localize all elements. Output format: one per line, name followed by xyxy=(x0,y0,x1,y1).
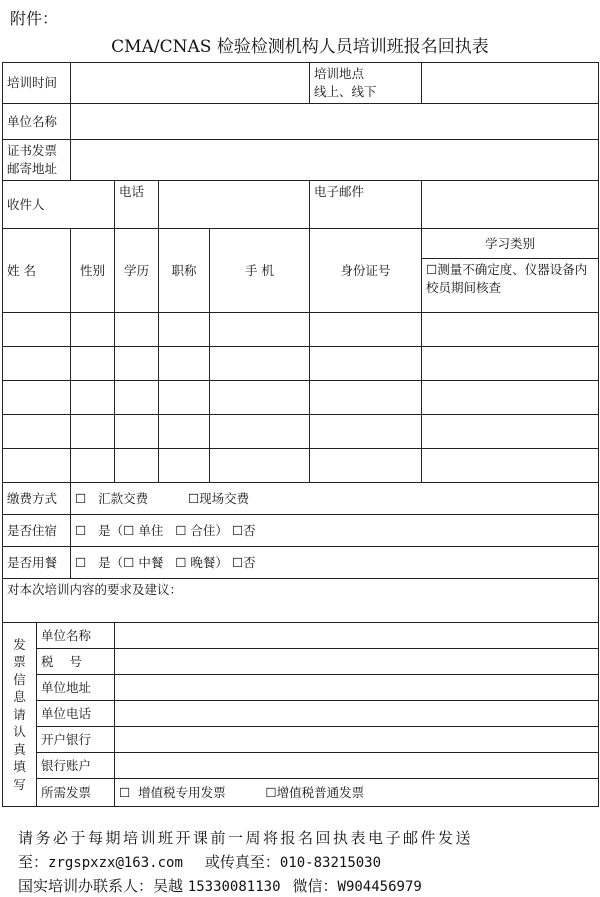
page-title: CMA/CNAS 检验检测机构人员培训班报名回执表 xyxy=(111,37,489,57)
participant-row xyxy=(3,313,599,347)
invoice-bank-field[interactable] xyxy=(115,727,599,753)
invoice-info-vertical-label xyxy=(3,623,37,807)
training-time-field[interactable] xyxy=(71,63,310,104)
footer-fax: 010-83215030 xyxy=(279,855,382,871)
footer-instruction: 请务必于每期培训班开课前一周将报名回执表电子邮件发送 xyxy=(18,829,474,847)
phone-field[interactable] xyxy=(159,181,310,229)
registration-form-table xyxy=(2,62,599,807)
invoice-unit-name-field[interactable] xyxy=(115,623,599,649)
invoice-vertical-char: 发 xyxy=(13,636,26,652)
col-id-header: 身份证号 xyxy=(310,229,422,313)
training-location-value: 线上、线下 xyxy=(314,84,377,99)
footer-to-label: 至： xyxy=(18,853,49,871)
footer-contact-phone: 15330081130 xyxy=(187,879,281,895)
suggestions-field[interactable]: 对本次培训内容的要求及建议： xyxy=(3,579,599,623)
cert-address-label xyxy=(3,140,71,181)
col-gender-header: 性别 xyxy=(71,229,115,313)
cert-address-field[interactable] xyxy=(71,140,599,181)
col-mobile-header: 手 机 xyxy=(210,229,310,313)
invoice-vertical-char: 信 xyxy=(13,671,26,687)
email-label: 电子邮件 xyxy=(310,181,422,229)
footer-fax-label: 或传真至： xyxy=(204,853,280,871)
participant-row xyxy=(3,347,599,381)
cert-address-label-line2: 邮寄地址 xyxy=(7,161,58,176)
invoice-vertical-char: 填 xyxy=(13,759,26,775)
invoice-type-options[interactable]: ☐ 增值税专用发票 ☐增值税普通发票 xyxy=(115,779,599,807)
unit-name-field[interactable] xyxy=(71,104,599,140)
participant-row xyxy=(3,449,599,483)
col-title-header: 职称 xyxy=(159,229,210,313)
invoice-vertical-char: 息 xyxy=(13,689,26,705)
training-location-field[interactable] xyxy=(422,63,599,104)
meals-label: 是否用餐 xyxy=(3,547,71,579)
footer-contact-line xyxy=(18,851,381,872)
participant-row xyxy=(3,415,599,449)
lodging-label: 是否住宿 xyxy=(3,515,71,547)
invoice-vertical-char: 票 xyxy=(13,654,26,670)
cert-address-label-line1: 证书发票 xyxy=(7,143,58,158)
invoice-phone-field[interactable] xyxy=(115,701,599,727)
invoice-type-label: 所需发票 xyxy=(37,779,115,807)
invoice-account-field[interactable] xyxy=(115,753,599,779)
col-name-header: 姓 名 xyxy=(3,229,71,313)
invoice-address-label: 单位地址 xyxy=(37,675,115,701)
invoice-vertical-char: 请 xyxy=(13,706,26,722)
study-option-checkbox[interactable]: ☐测量不确定度、仪器设备内校员期间核查 xyxy=(422,259,599,313)
training-time-label: 培训时间 xyxy=(3,63,71,104)
footer-contact-person xyxy=(18,875,422,896)
invoice-tax-id-field[interactable] xyxy=(115,649,599,675)
payment-method-label: 缴费方式 xyxy=(3,483,71,515)
col-education-header: 学历 xyxy=(115,229,159,313)
col-study-category-header: 学习类别 xyxy=(422,229,599,259)
invoice-account-label: 银行账户 xyxy=(37,753,115,779)
invoice-unit-name-label: 单位名称 xyxy=(37,623,115,649)
lodging-options[interactable]: ☐ 是（☐ 单住 ☐ 合住） ☐否 xyxy=(71,515,599,547)
invoice-vertical-char: 写 xyxy=(13,776,26,792)
training-location-cell xyxy=(310,63,422,104)
meals-options[interactable]: ☐ 是（☐ 中餐 ☐ 晚餐） ☐否 xyxy=(71,547,599,579)
participant-row xyxy=(3,381,599,415)
unit-name-label: 单位名称 xyxy=(3,104,71,140)
attachment-label: 附件： xyxy=(10,9,59,28)
invoice-vertical-char: 真 xyxy=(13,741,26,757)
payment-method-options[interactable]: ☐ 汇款交费 ☐现场交费 xyxy=(71,483,599,515)
invoice-phone-label: 单位电话 xyxy=(37,701,115,727)
footer-wechat-label: 微信： xyxy=(292,877,338,895)
footer-email[interactable]: zrgspxzx@163.com xyxy=(48,855,183,871)
invoice-bank-label: 开户银行 xyxy=(37,727,115,753)
footer-contact-label: 国实培训办联系人：吴越 xyxy=(18,877,188,895)
phone-label: 电话 xyxy=(115,181,159,229)
footer-wechat: W904456979 xyxy=(337,879,422,895)
invoice-address-field[interactable] xyxy=(115,675,599,701)
recipient-label: 收件人 xyxy=(3,181,115,229)
invoice-tax-id-label: 税 号 xyxy=(37,649,115,675)
invoice-vertical-char: 认 xyxy=(13,724,26,740)
training-location-label: 培训地点 xyxy=(314,66,365,81)
email-field[interactable] xyxy=(422,181,599,229)
